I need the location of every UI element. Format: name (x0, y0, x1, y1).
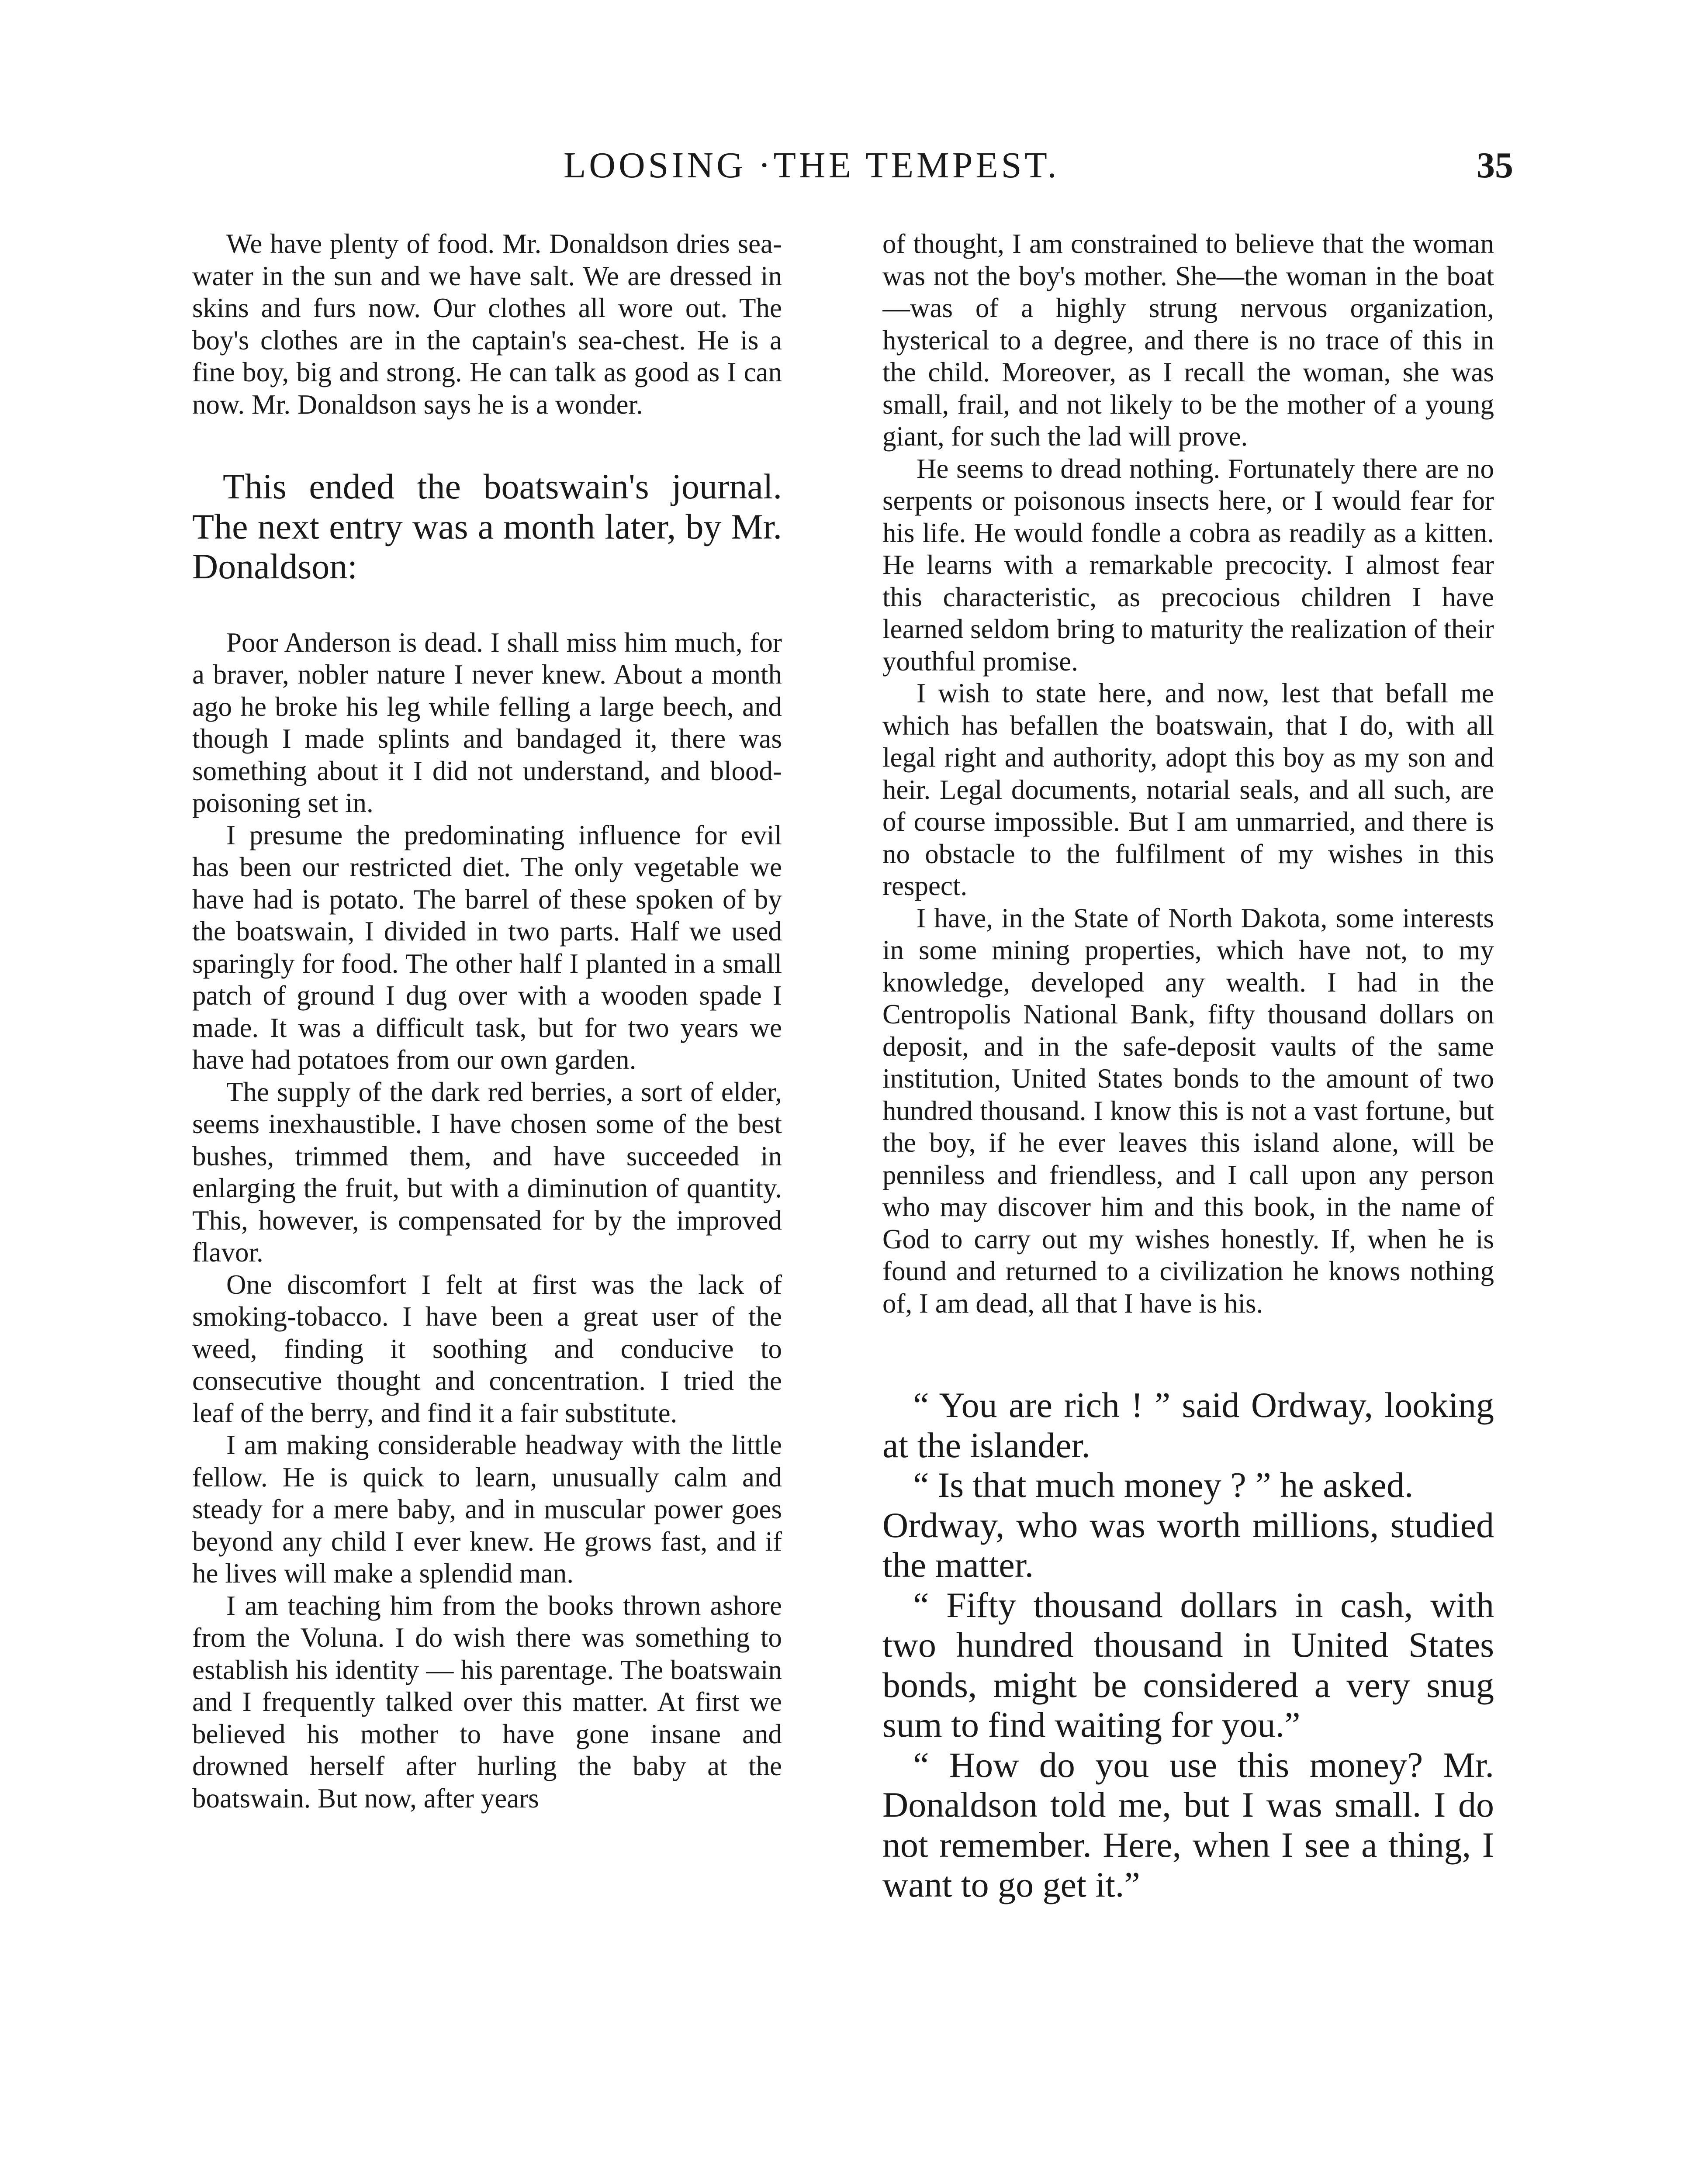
narration-paragraph: This ended the boatswain's journal. The next entry was a month later, by Mr. Donaldson: (192, 467, 782, 586)
narration-block (192, 467, 782, 587)
running-header (0, 144, 1688, 192)
journal-paragraph-continued: of thought, I am constrained to believe that the woman was not the boy's mother. She—the woman in the boat —was of a highly strung nervous organization, hysterical to a degree, and there is no trace of this in the child. Moreover, as I recall the woman, she was small, frail, and not likely to be the mother of a young giant, for such the lad will prove. (882, 228, 1494, 452)
dialog-paragraph: “ Is that much money ? ” he asked. (913, 1465, 1414, 1505)
right-column (882, 228, 1494, 2184)
dialog-block (882, 1385, 1494, 1905)
journal-paragraph: One discomfort I felt at first was the lack of smoking-tobacco. I have been a great user of the weed, finding it soothing and conducive to consecutive thought and concentration. I tried the leaf of the berry, and find it a fair substitute. (192, 1269, 782, 1428)
journal-paragraph: I have, in the State of North Dakota, some interests in some mining properties, which have not, to my knowledge, developed any wealth. I had in the Centropolis National Bank, fifty thousand dollars on deposit, and in the safe-deposit vaults of the same institution, United States bonds to the amount of two hundred thousand. I know this is not a vast fortune, but the boy, if he ever leaves this island alone, will be penniless and friendless, and I call upon any person who may discover him and this book, in the name of God to carry out my wishes honestly. If, when he is found and returned to a civilization he knows nothing of, I am dead, all that I have is his. (882, 902, 1494, 1319)
running-title: LOOSING ·THE TEMPEST. (564, 145, 1060, 186)
journal-paragraph: He seems to dread nothing. Fortunately there are no serpents or poisonous insects here, or I would fear for his life. He would fondle a cobra as readily as a kitten. He learns with a remarkable precocity. I almost fear this characteristic, as precocious children I have learned seldom bring to maturity the realization of their youthful promise. (882, 453, 1494, 677)
journal-paragraph: I am making considerable headway with the little fellow. He is quick to learn, unusually calm and steady for a mere baby, and in muscular power goes beyond any child I ever knew. He grows fast, and if he lives will make a splendid man. (192, 1430, 782, 1589)
page-number: 35 (1477, 145, 1513, 186)
journal-block-boatswain (192, 228, 782, 421)
journal-block-continued (882, 228, 1494, 1320)
journal-paragraph: The supply of the dark red berries, a sort of elder, seems inexhaustible. I have chosen some of the best bushes, trimmed them, and have succeeded in enlarging the fruit, but with a diminution of quantity. This, however, is compensated for by the improved flavor. (192, 1076, 782, 1268)
dialog-paragraph: “ You are rich ! ” said Ordway, looking at the islander. (882, 1385, 1494, 1465)
dialog-paragraph: “ Fifty thousand dollars in cash, with two hundred thousand in United States bonds, might be considered a very snug sum to find waiting for you.” (882, 1585, 1494, 1745)
journal-paragraph: I presume the predominating influence for evil has been our restricted diet. The only vegetable we have had is potato. The barrel of these spoken of by the boatswain, I divided in two parts. Half we used sparingly for food. The other half I planted in a small patch of ground I dug over with a wooden spade I made. It was a difficult task, but for two years we have had potatoes from our own garden. (192, 819, 782, 1075)
journal-paragraph: I am teaching him from the books thrown ashore from the Voluna. I do wish there was something to establish his identity — his parentage. The boatswain and I frequently talked over this matter. At first we believed his mother to have gone insane and drowned herself after hurling the baby at the boatswain. But now, after years (192, 1590, 782, 1814)
journal-paragraph: Poor Anderson is dead. I shall miss him much, for a braver, nobler nature I never knew. About a month ago he broke his leg while felling a large beech, and though I made splints and bandaged it, there was something about it I did not understand, and blood-poisoning set in. (192, 627, 782, 818)
journal-paragraph: We have plenty of food. Mr. Donaldson dries sea-water in the sun and we have salt. We are dressed in skins and furs now. Our clothes all wore out. The boy's clothes are in the captain's sea-chest. He is a fine boy, big and strong. He can talk as good as I can now. Mr. Donaldson says he is a wonder. (192, 228, 782, 420)
dialog-paragraph: “ How do you use this money? Mr. Donaldson told me, but I was small. I do not remember. Here, when I see a thing, I want to go get it.” (882, 1745, 1494, 1904)
journal-block-donaldson (192, 627, 782, 1815)
journal-paragraph: I wish to state here, and now, lest that befall me which has befallen the boatswain, that I do, with all legal right and authority, adopt this boy as my son and heir. Legal documents, notarial seals, and all such, are of course impossible. But I am unmarried, and there is no obstacle to the fulfilment of my wishes in this respect. (882, 678, 1494, 901)
dialog-paragraph: Ordway, who was worth millions, studied the matter. (882, 1505, 1494, 1585)
left-column (192, 228, 782, 2184)
